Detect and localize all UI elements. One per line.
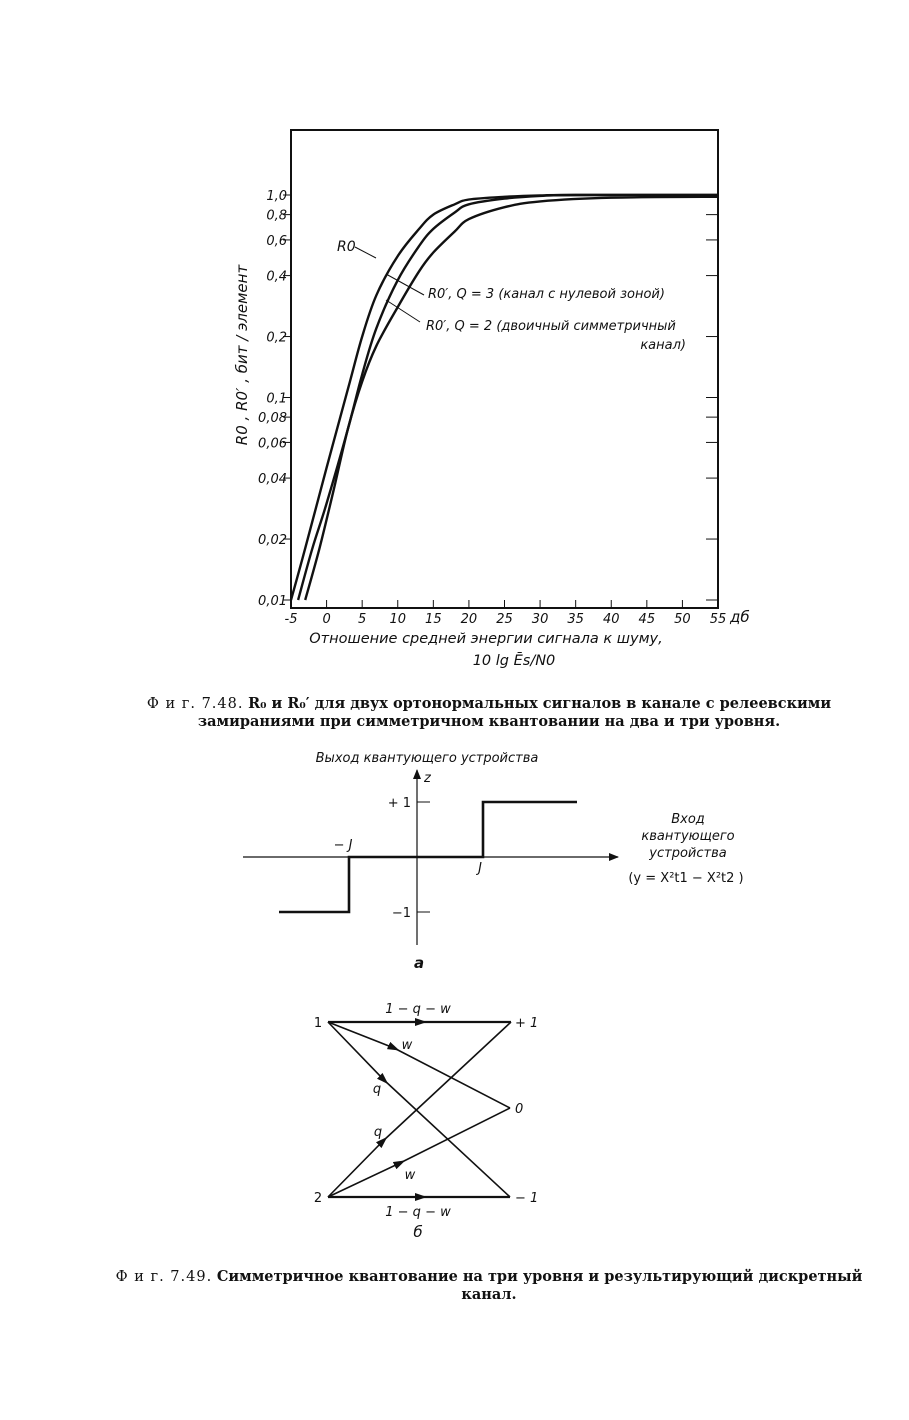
label-w-upper: w (401, 1038, 413, 1053)
caption-7-49-label: Ф и г. 7.49. (115, 1269, 213, 1285)
tick-marks (283, 195, 718, 608)
label-minus-j: − J (333, 838, 353, 853)
label-q-upper: q (372, 1082, 382, 1097)
caption-7-48-text: R₀ и R₀′ для двух ортонормальных сигналов в канале с релеевскими замираниями при симметричном квантовании на два и три уровня. (197, 695, 832, 730)
series-line-2 (298, 195, 718, 600)
series-line-3 (305, 197, 718, 600)
caption-7-48-label: Ф и г. 7.48. (146, 696, 244, 712)
y-tick-label: 0,04 (258, 472, 287, 488)
x-tick-label: 40 (602, 612, 620, 627)
y-axis-label: R0 , R0′ , бит / элемент (233, 264, 251, 446)
leader-r0 (355, 247, 376, 258)
panel-label-a: а (413, 954, 425, 972)
label-minus1: −1 (391, 906, 411, 921)
figure-7-49b-channel (0, 995, 909, 1250)
input-label-line1: Вход (671, 812, 705, 827)
x-axis-label-line1: Отношение средней энергии сигнала к шуму, (309, 631, 663, 647)
x-tick-label: 30 (531, 612, 549, 627)
node-in-1: 1 (313, 1016, 323, 1031)
edge-1-to-0 (328, 1022, 510, 1108)
annotation-q2-line1: R0′, Q = 2 (двоичный симметричный (426, 319, 676, 334)
x-tick-label: 20 (460, 612, 478, 627)
y-tick-label: 0,02 (258, 533, 287, 549)
label-top-transition: 1 − q − w (385, 1002, 451, 1017)
y-tick-label: 0,6 (266, 233, 287, 249)
x-tick-label: 0 (322, 612, 331, 627)
y-tick-label: 0,1 (266, 391, 287, 407)
plot-frame (291, 130, 718, 608)
z-axis-symbol: z (424, 771, 431, 786)
y-axis-title: Выход квантующего устройства (315, 751, 539, 766)
caption-7-49-text: Симметричное квантование на три уровня и результирующий дискретный канал. (216, 1268, 863, 1303)
label-j: J (478, 861, 482, 876)
edge-2-to-plus1 (328, 1022, 511, 1197)
figure-7-48-chart (0, 0, 909, 700)
curves (291, 195, 718, 600)
y-tick-label: 0,4 (266, 269, 287, 285)
label-q-lower: q (373, 1125, 383, 1140)
x-axis-label-line2: 10 lg Ēs/N0 (472, 653, 556, 669)
input-label-line3: устройства (649, 846, 727, 861)
input-label-line2: квантующего (641, 829, 735, 844)
edge-2-to-0 (328, 1108, 510, 1197)
input-formula: (y = X²t1 − X²t2 ) (628, 871, 744, 886)
x-tick-label: 55 (709, 612, 727, 627)
node-out-minus1: − 1 (515, 1191, 539, 1206)
x-tick-label: 25 (496, 612, 513, 627)
label-w-lower: w (404, 1168, 416, 1183)
x-tick-label: 10 (389, 612, 407, 627)
node-out-0: 0 (515, 1102, 524, 1117)
y-tick-label: 1,0 (266, 189, 287, 204)
x-tick-label: 35 (567, 612, 584, 627)
x-tick-label: -5 (284, 612, 298, 627)
x-tick-label: 5 (358, 612, 367, 627)
figure-7-49a-quantizer (0, 740, 909, 980)
annotation-q3: R0′, Q = 3 (канал с нулевой зоной) (428, 287, 665, 302)
caption-7-49 (110, 1268, 868, 1304)
node-out-plus1: + 1 (515, 1016, 539, 1031)
y-tick-label: 0,06 (258, 436, 287, 452)
label-plus1: + 1 (387, 796, 411, 811)
y-tick-label: 0,2 (266, 330, 287, 346)
panel-label-b: б (413, 1223, 423, 1241)
x-tick-label: 50 (674, 612, 691, 627)
x-unit-label: дб (730, 608, 750, 626)
y-tick-label: 0,8 (266, 208, 287, 224)
x-tick-labels (285, 612, 727, 627)
caption-7-48 (110, 695, 868, 731)
x-tick-label: 15 (425, 612, 442, 627)
annotation-r0: R0 (337, 239, 356, 255)
x-tick-label: 45 (638, 612, 656, 627)
annotation-q2-line2: канал) (640, 338, 686, 353)
y-tick-label: 0,08 (258, 411, 287, 427)
label-bottom-transition: 1 − q − w (385, 1205, 451, 1220)
y-tick-label: 0,01 (258, 594, 287, 609)
node-in-2: 2 (313, 1191, 323, 1206)
y-tick-labels (258, 189, 287, 609)
